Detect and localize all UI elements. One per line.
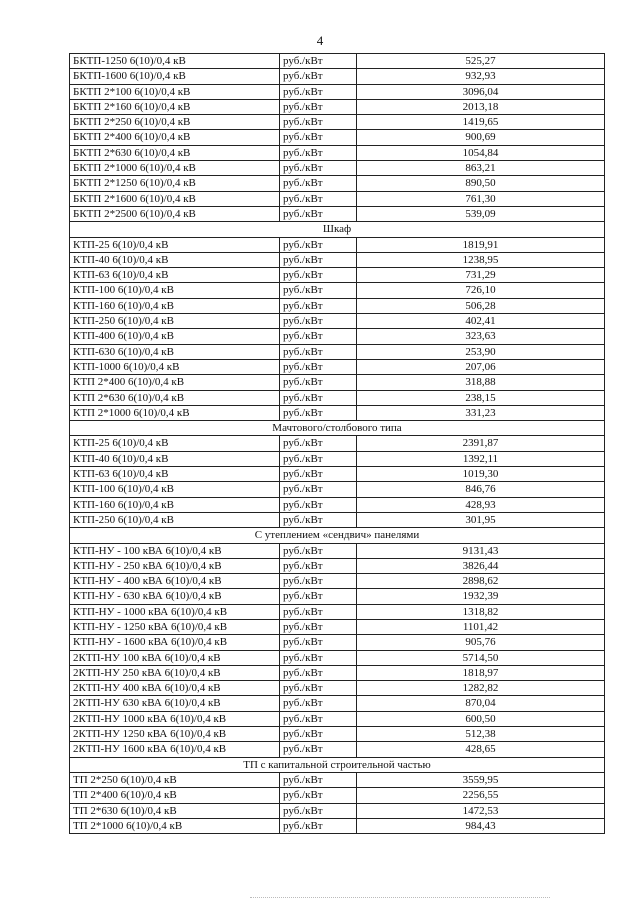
substation-type-cell: КТП-НУ - 1250 кВА 6(10)/0,4 кВ xyxy=(70,619,280,634)
unit-cell: руб./кВт xyxy=(280,696,357,711)
section-title: С утеплением «сендвич» панелями xyxy=(70,528,605,543)
substation-type-cell: ТП 2*630 6(10)/0,4 кВ xyxy=(70,803,280,818)
substation-type-cell: КТП-НУ - 400 кВА 6(10)/0,4 кВ xyxy=(70,574,280,589)
substation-type-cell: КТП-250 6(10)/0,4 кВ xyxy=(70,512,280,527)
table-row xyxy=(70,604,605,619)
rate-value-cell: 761,30 xyxy=(357,191,605,206)
unit-cell: руб./кВт xyxy=(280,161,357,176)
page-footer-scan-mark xyxy=(250,897,550,901)
table-row xyxy=(70,115,605,130)
rate-value-cell: 3826,44 xyxy=(357,558,605,573)
rate-value-cell: 5714,50 xyxy=(357,650,605,665)
unit-cell: руб./кВт xyxy=(280,130,357,145)
unit-cell: руб./кВт xyxy=(280,268,357,283)
unit-cell: руб./кВт xyxy=(280,665,357,680)
table-row xyxy=(70,298,605,313)
rate-value-cell: 1472,53 xyxy=(357,803,605,818)
rate-value-cell: 1392,11 xyxy=(357,451,605,466)
substation-type-cell: БКТП-1600 6(10)/0,4 кВ xyxy=(70,69,280,84)
unit-cell: руб./кВт xyxy=(280,405,357,420)
unit-cell: руб./кВт xyxy=(280,574,357,589)
rate-value-cell: 1101,42 xyxy=(357,619,605,634)
unit-cell: руб./кВт xyxy=(280,84,357,99)
rate-value-cell: 2898,62 xyxy=(357,574,605,589)
unit-cell: руб./кВт xyxy=(280,252,357,267)
rate-value-cell: 207,06 xyxy=(357,359,605,374)
substation-type-cell: КТП-40 6(10)/0,4 кВ xyxy=(70,451,280,466)
unit-cell: руб./кВт xyxy=(280,176,357,191)
rate-value-cell: 402,41 xyxy=(357,314,605,329)
table-row xyxy=(70,237,605,252)
unit-cell: руб./кВт xyxy=(280,589,357,604)
substation-type-cell: БКТП 2*400 6(10)/0,4 кВ xyxy=(70,130,280,145)
table-row xyxy=(70,681,605,696)
unit-cell: руб./кВт xyxy=(280,359,357,374)
unit-cell: руб./кВт xyxy=(280,558,357,573)
table-row xyxy=(70,803,605,818)
rate-value-cell: 253,90 xyxy=(357,344,605,359)
substation-type-cell: БКТП-1250 6(10)/0,4 кВ xyxy=(70,54,280,69)
unit-cell: руб./кВт xyxy=(280,283,357,298)
rate-value-cell: 1932,39 xyxy=(357,589,605,604)
table-row xyxy=(70,344,605,359)
substation-type-cell: БКТП 2*1250 6(10)/0,4 кВ xyxy=(70,176,280,191)
unit-cell: руб./кВт xyxy=(280,436,357,451)
unit-cell: руб./кВт xyxy=(280,344,357,359)
unit-cell: руб./кВт xyxy=(280,375,357,390)
substation-type-cell: ТП 2*1000 6(10)/0,4 кВ xyxy=(70,818,280,833)
table-row xyxy=(70,130,605,145)
rate-value-cell: 600,50 xyxy=(357,711,605,726)
unit-cell: руб./кВт xyxy=(280,711,357,726)
table-row xyxy=(70,176,605,191)
rate-value-cell: 905,76 xyxy=(357,635,605,650)
table-row xyxy=(70,482,605,497)
unit-cell: руб./кВт xyxy=(280,451,357,466)
substation-type-cell: КТП 2*1000 6(10)/0,4 кВ xyxy=(70,405,280,420)
unit-cell: руб./кВт xyxy=(280,742,357,757)
rate-value-cell: 512,38 xyxy=(357,727,605,742)
substation-type-cell: 2КТП-НУ 400 кВА 6(10)/0,4 кВ xyxy=(70,681,280,696)
rate-value-cell: 1054,84 xyxy=(357,145,605,160)
substation-type-cell: ТП 2*400 6(10)/0,4 кВ xyxy=(70,788,280,803)
rate-value-cell: 863,21 xyxy=(357,161,605,176)
rate-value-cell: 870,04 xyxy=(357,696,605,711)
substation-type-cell: БКТП 2*100 6(10)/0,4 кВ xyxy=(70,84,280,99)
table-row xyxy=(70,206,605,221)
table-row xyxy=(70,268,605,283)
substation-type-cell: КТП 2*400 6(10)/0,4 кВ xyxy=(70,375,280,390)
table-row xyxy=(70,84,605,99)
unit-cell: руб./кВт xyxy=(280,604,357,619)
table-row xyxy=(70,467,605,482)
table-row xyxy=(70,375,605,390)
section-header-row xyxy=(70,421,605,436)
section-title: ТП с капитальной строительной частью xyxy=(70,757,605,772)
rate-value-cell: 428,65 xyxy=(357,742,605,757)
table-row xyxy=(70,696,605,711)
rate-value-cell: 890,50 xyxy=(357,176,605,191)
rate-value-cell: 2013,18 xyxy=(357,99,605,114)
rate-value-cell: 846,76 xyxy=(357,482,605,497)
substation-type-cell: КТП-160 6(10)/0,4 кВ xyxy=(70,497,280,512)
rates-table xyxy=(69,53,605,834)
substation-type-cell: БКТП 2*2500 6(10)/0,4 кВ xyxy=(70,206,280,221)
rate-value-cell: 331,23 xyxy=(357,405,605,420)
unit-cell: руб./кВт xyxy=(280,772,357,787)
table-row xyxy=(70,650,605,665)
rate-value-cell: 428,93 xyxy=(357,497,605,512)
substation-type-cell: БКТП 2*1600 6(10)/0,4 кВ xyxy=(70,191,280,206)
rate-value-cell: 1019,30 xyxy=(357,467,605,482)
table-row xyxy=(70,619,605,634)
substation-type-cell: КТП-НУ - 1000 кВА 6(10)/0,4 кВ xyxy=(70,604,280,619)
table-row xyxy=(70,145,605,160)
unit-cell: руб./кВт xyxy=(280,497,357,512)
table-row xyxy=(70,665,605,680)
substation-type-cell: КТП-63 6(10)/0,4 кВ xyxy=(70,268,280,283)
table-row xyxy=(70,772,605,787)
unit-cell: руб./кВт xyxy=(280,206,357,221)
unit-cell: руб./кВт xyxy=(280,115,357,130)
rate-value-cell: 726,10 xyxy=(357,283,605,298)
substation-type-cell: КТП-НУ - 1600 кВА 6(10)/0,4 кВ xyxy=(70,635,280,650)
substation-type-cell: 2КТП-НУ 100 кВА 6(10)/0,4 кВ xyxy=(70,650,280,665)
substation-type-cell: 2КТП-НУ 250 кВА 6(10)/0,4 кВ xyxy=(70,665,280,680)
table-row xyxy=(70,512,605,527)
table-row xyxy=(70,283,605,298)
rate-value-cell: 1238,95 xyxy=(357,252,605,267)
table-row xyxy=(70,589,605,604)
rate-value-cell: 3559,95 xyxy=(357,772,605,787)
table-row xyxy=(70,69,605,84)
unit-cell: руб./кВт xyxy=(280,818,357,833)
page-number: 4 xyxy=(316,33,324,48)
substation-type-cell: КТП-160 6(10)/0,4 кВ xyxy=(70,298,280,313)
substation-type-cell: ТП 2*250 6(10)/0,4 кВ xyxy=(70,772,280,787)
table-row xyxy=(70,359,605,374)
rate-value-cell: 2391,87 xyxy=(357,436,605,451)
rate-value-cell: 932,93 xyxy=(357,69,605,84)
substation-type-cell: КТП-250 6(10)/0,4 кВ xyxy=(70,314,280,329)
substation-type-cell: БКТП 2*250 6(10)/0,4 кВ xyxy=(70,115,280,130)
unit-cell: руб./кВт xyxy=(280,681,357,696)
substation-type-cell: 2КТП-НУ 1600 кВА 6(10)/0,4 кВ xyxy=(70,742,280,757)
rate-value-cell: 1318,82 xyxy=(357,604,605,619)
table-row xyxy=(70,436,605,451)
rate-value-cell: 525,27 xyxy=(357,54,605,69)
substation-type-cell: БКТП 2*1000 6(10)/0,4 кВ xyxy=(70,161,280,176)
unit-cell: руб./кВт xyxy=(280,803,357,818)
unit-cell: руб./кВт xyxy=(280,619,357,634)
substation-type-cell: КТП-400 6(10)/0,4 кВ xyxy=(70,329,280,344)
rate-value-cell: 506,28 xyxy=(357,298,605,313)
rate-value-cell: 1419,65 xyxy=(357,115,605,130)
substation-type-cell: КТП-630 6(10)/0,4 кВ xyxy=(70,344,280,359)
unit-cell: руб./кВт xyxy=(280,482,357,497)
rate-value-cell: 984,43 xyxy=(357,818,605,833)
substation-type-cell: 2КТП-НУ 1000 кВА 6(10)/0,4 кВ xyxy=(70,711,280,726)
unit-cell: руб./кВт xyxy=(280,298,357,313)
table-row xyxy=(70,99,605,114)
rate-value-cell: 323,63 xyxy=(357,329,605,344)
unit-cell: руб./кВт xyxy=(280,650,357,665)
unit-cell: руб./кВт xyxy=(280,99,357,114)
substation-type-cell: КТП-63 6(10)/0,4 кВ xyxy=(70,467,280,482)
substation-type-cell: КТП-100 6(10)/0,4 кВ xyxy=(70,283,280,298)
substation-type-cell: КТП-25 6(10)/0,4 кВ xyxy=(70,237,280,252)
substation-type-cell: 2КТП-НУ 630 кВА 6(10)/0,4 кВ xyxy=(70,696,280,711)
rate-value-cell: 9131,43 xyxy=(357,543,605,558)
substation-type-cell: КТП-НУ - 250 кВА 6(10)/0,4 кВ xyxy=(70,558,280,573)
table-row xyxy=(70,329,605,344)
section-title: Мачтового/столбового типа xyxy=(70,421,605,436)
table-row xyxy=(70,727,605,742)
rate-value-cell: 1282,82 xyxy=(357,681,605,696)
rate-value-cell: 1818,97 xyxy=(357,665,605,680)
substation-type-cell: КТП 2*630 6(10)/0,4 кВ xyxy=(70,390,280,405)
rate-value-cell: 3096,04 xyxy=(357,84,605,99)
section-header-row xyxy=(70,222,605,237)
substation-type-cell: 2КТП-НУ 1250 кВА 6(10)/0,4 кВ xyxy=(70,727,280,742)
unit-cell: руб./кВт xyxy=(280,635,357,650)
table-row xyxy=(70,497,605,512)
unit-cell: руб./кВт xyxy=(280,512,357,527)
substation-type-cell: КТП-НУ - 100 кВА 6(10)/0,4 кВ xyxy=(70,543,280,558)
unit-cell: руб./кВт xyxy=(280,467,357,482)
unit-cell: руб./кВт xyxy=(280,390,357,405)
rate-value-cell: 301,95 xyxy=(357,512,605,527)
section-header-row xyxy=(70,757,605,772)
unit-cell: руб./кВт xyxy=(280,727,357,742)
section-header-row xyxy=(70,528,605,543)
table-row xyxy=(70,451,605,466)
table-row xyxy=(70,818,605,833)
table-row xyxy=(70,788,605,803)
rate-value-cell: 1819,91 xyxy=(357,237,605,252)
table-row xyxy=(70,252,605,267)
substation-type-cell: КТП-40 6(10)/0,4 кВ xyxy=(70,252,280,267)
rates-table-body xyxy=(70,54,605,834)
unit-cell: руб./кВт xyxy=(280,543,357,558)
unit-cell: руб./кВт xyxy=(280,788,357,803)
table-row xyxy=(70,711,605,726)
rate-value-cell: 318,88 xyxy=(357,375,605,390)
substation-type-cell: КТП-1000 6(10)/0,4 кВ xyxy=(70,359,280,374)
unit-cell: руб./кВт xyxy=(280,191,357,206)
substation-type-cell: КТП-НУ - 630 кВА 6(10)/0,4 кВ xyxy=(70,589,280,604)
table-row xyxy=(70,54,605,69)
rate-value-cell: 2256,55 xyxy=(357,788,605,803)
section-title: Шкаф xyxy=(70,222,605,237)
table-row xyxy=(70,558,605,573)
table-row xyxy=(70,543,605,558)
rate-value-cell: 900,69 xyxy=(357,130,605,145)
rate-value-cell: 238,15 xyxy=(357,390,605,405)
substation-type-cell: КТП-100 6(10)/0,4 кВ xyxy=(70,482,280,497)
table-row xyxy=(70,161,605,176)
rate-value-cell: 731,29 xyxy=(357,268,605,283)
table-row xyxy=(70,635,605,650)
table-row xyxy=(70,574,605,589)
unit-cell: руб./кВт xyxy=(280,314,357,329)
table-row xyxy=(70,405,605,420)
substation-type-cell: КТП-25 6(10)/0,4 кВ xyxy=(70,436,280,451)
unit-cell: руб./кВт xyxy=(280,145,357,160)
unit-cell: руб./кВт xyxy=(280,69,357,84)
unit-cell: руб./кВт xyxy=(280,329,357,344)
table-row xyxy=(70,191,605,206)
rate-value-cell: 539,09 xyxy=(357,206,605,221)
unit-cell: руб./кВт xyxy=(280,54,357,69)
table-row xyxy=(70,742,605,757)
unit-cell: руб./кВт xyxy=(280,237,357,252)
substation-type-cell: БКТП 2*160 6(10)/0,4 кВ xyxy=(70,99,280,114)
table-row xyxy=(70,314,605,329)
substation-type-cell: БКТП 2*630 6(10)/0,4 кВ xyxy=(70,145,280,160)
table-row xyxy=(70,390,605,405)
